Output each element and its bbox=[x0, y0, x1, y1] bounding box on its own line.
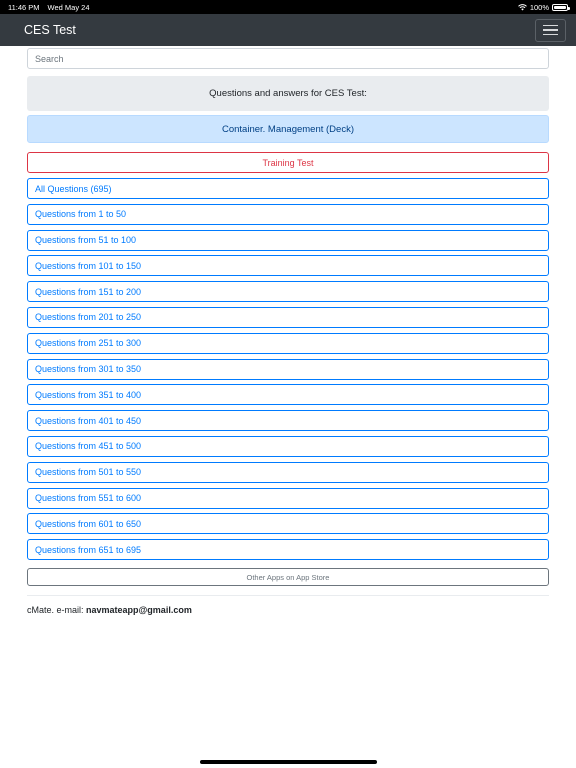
question-range-button[interactable] bbox=[27, 255, 549, 276]
question-range-label: Questions from 251 to 300 bbox=[35, 338, 142, 349]
navbar bbox=[0, 14, 576, 46]
question-range-label: Questions from 601 to 650 bbox=[35, 518, 142, 529]
question-range-label: Questions from 501 to 550 bbox=[35, 467, 142, 478]
question-range-label: Questions from 651 to 695 bbox=[35, 544, 142, 555]
question-range-button[interactable] bbox=[27, 513, 549, 534]
question-range-button[interactable] bbox=[27, 436, 549, 457]
main-content bbox=[27, 48, 549, 615]
question-range-button[interactable] bbox=[27, 410, 549, 431]
other-apps-label: Other Apps on App Store bbox=[246, 572, 330, 582]
other-apps-button[interactable] bbox=[27, 568, 549, 586]
question-range-label: Questions from 151 to 200 bbox=[35, 286, 142, 297]
footer bbox=[27, 605, 549, 615]
question-range-label: Questions from 351 to 400 bbox=[35, 389, 142, 400]
category-text: Container. Management (Deck) bbox=[221, 123, 354, 135]
question-range-button[interactable] bbox=[27, 488, 549, 509]
search-input[interactable] bbox=[27, 48, 549, 69]
questions-list bbox=[27, 178, 549, 560]
battery-percent: 100% bbox=[529, 2, 549, 12]
question-range-button[interactable] bbox=[27, 307, 549, 328]
question-range-label: Questions from 1 to 50 bbox=[35, 209, 127, 220]
question-range-button[interactable] bbox=[27, 204, 549, 225]
hamburger-icon-line bbox=[543, 34, 558, 36]
question-range-label: Questions from 51 to 100 bbox=[35, 235, 137, 246]
question-range-button[interactable] bbox=[27, 281, 549, 302]
question-range-label: Questions from 401 to 450 bbox=[35, 415, 142, 426]
page-heading-text: Questions and answers for CES Test: bbox=[209, 88, 367, 99]
question-range-label: Questions from 451 to 500 bbox=[35, 441, 142, 452]
footer-email-link[interactable]: navmateapp@gmail.com bbox=[86, 605, 192, 616]
app-title[interactable]: CES Test bbox=[24, 23, 76, 37]
question-range-label: Questions from 551 to 600 bbox=[35, 493, 142, 504]
training-test-button[interactable] bbox=[27, 152, 549, 173]
all-questions-button[interactable] bbox=[27, 178, 549, 199]
footer-prefix: cMate. e-mail: bbox=[27, 605, 87, 616]
question-range-label: Questions from 201 to 250 bbox=[35, 312, 142, 323]
category-banner bbox=[27, 115, 549, 143]
question-range-button[interactable] bbox=[27, 384, 549, 405]
question-range-button[interactable] bbox=[27, 539, 549, 560]
question-range-button[interactable] bbox=[27, 333, 549, 354]
question-range-label: All Questions (695) bbox=[35, 183, 112, 194]
page-heading bbox=[27, 76, 549, 111]
status-bar bbox=[0, 0, 576, 14]
question-range-label: Questions from 301 to 350 bbox=[35, 364, 142, 375]
training-test-label: Training Test bbox=[262, 157, 314, 168]
search-placeholder: Search bbox=[35, 53, 64, 64]
battery-icon bbox=[552, 4, 568, 11]
hamburger-menu-button[interactable] bbox=[535, 19, 566, 42]
question-range-button[interactable] bbox=[27, 359, 549, 380]
wifi-icon bbox=[518, 4, 527, 11]
question-range-button[interactable] bbox=[27, 230, 549, 251]
status-date: Wed May 24 bbox=[47, 2, 90, 12]
hamburger-icon-line bbox=[543, 25, 558, 27]
question-range-label: Questions from 101 to 150 bbox=[35, 260, 142, 271]
hamburger-icon-line bbox=[543, 29, 558, 31]
status-time: 11:46 PM bbox=[8, 2, 40, 12]
question-range-button[interactable] bbox=[27, 462, 549, 483]
home-indicator bbox=[200, 760, 377, 764]
divider bbox=[27, 595, 549, 596]
